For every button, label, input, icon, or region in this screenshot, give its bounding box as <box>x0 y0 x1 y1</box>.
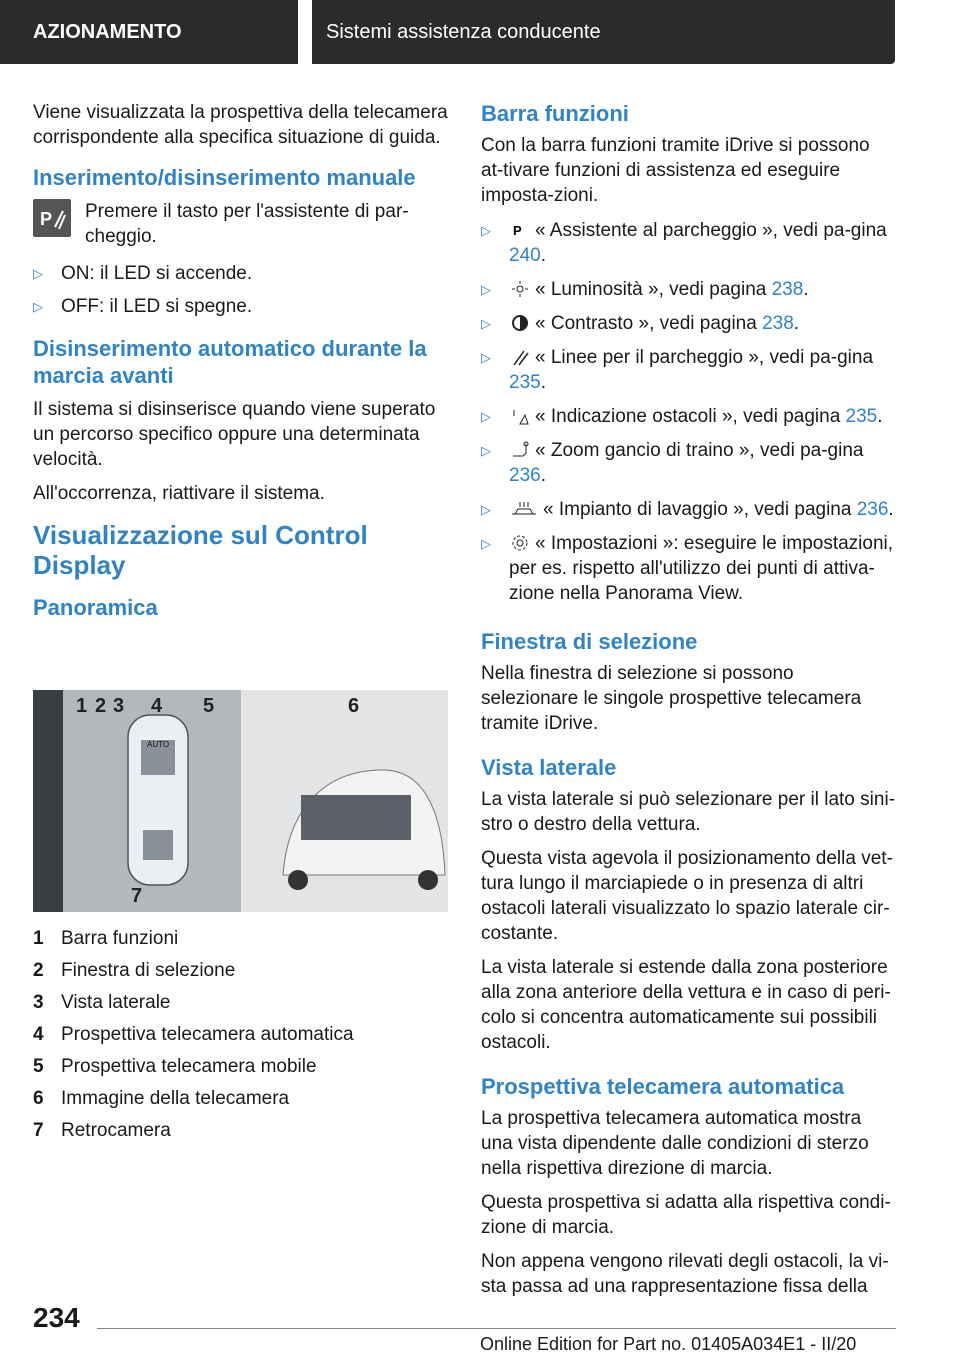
bullet-triangle-icon: ▷ <box>481 536 491 551</box>
callout-5: 5 <box>203 695 215 717</box>
callout-2: 2 <box>95 695 107 717</box>
legend-item: 4 Prospettiva telecamera automatica <box>33 1024 354 1045</box>
function-item-car-wash: ▷ « Impianto di lavaggio », vedi pagina 236. <box>481 499 894 520</box>
legend-item: 5 Prospettiva telecamera mobile <box>33 1056 317 1077</box>
contrast-icon <box>511 314 529 332</box>
intro-text: Viene visualizzata la prospettiva della telecamera corrispondente alla specifica situazione di guida. <box>33 102 448 148</box>
heading-function-bar: Barra funzioni <box>481 101 629 126</box>
manual-instruction <box>33 199 451 249</box>
callout-1: 1 <box>76 695 88 717</box>
callout-3: 3 <box>113 695 125 717</box>
heading-side-view: Vista laterale <box>481 755 617 780</box>
bullet-triangle-icon: ▷ <box>33 299 43 314</box>
heading-overview: Panoramica <box>33 595 158 620</box>
bullet-triangle-icon: ▷ <box>481 316 491 331</box>
auto-camera-text-2: Questa prospettiva si adatta alla rispettiva condi-zione di marcia. <box>481 1192 891 1238</box>
obstacle-icon <box>511 407 529 425</box>
legend-item: 7 Retrocamera <box>33 1120 171 1141</box>
bullet-triangle-icon: ▷ <box>481 350 491 365</box>
function-item-tow-hitch: ▷ « Zoom gancio di traino », vedi pa-gina 236. <box>481 440 864 486</box>
heading-manual: Inserimento/disinserimento manuale <box>33 165 416 190</box>
auto-camera-text-3: Non appena vengono rilevati degli ostacoli, la vi-sta passa ad una rappresentazione fissa della <box>481 1251 889 1297</box>
left-column <box>33 100 451 1141</box>
callout-7: 7 <box>131 885 143 907</box>
tow-hitch-icon <box>511 441 529 459</box>
side-view-text-2: Questa vista agevola il posizionamento della vet-tura lungo il marciapiede o in presenza di altri ostacoli laterali visualizzato lo spazio laterale cir-costante. <box>481 848 893 944</box>
legend-item: 3 Vista laterale <box>33 992 171 1013</box>
camera-display-figure <box>33 690 448 912</box>
bullet-on: ▷ ON: il LED si accende. <box>33 263 253 284</box>
bullet-triangle-icon: ▷ <box>481 502 491 517</box>
bullet-triangle-icon: ▷ <box>481 409 491 424</box>
callout-4: 4 <box>151 695 163 717</box>
footer-edition: Online Edition for Part no. 01405A034E1 - II/20 <box>480 1334 857 1354</box>
parking-lines-icon <box>511 348 529 366</box>
function-item-obstacles: ▷ « Indicazione ostacoli », vedi pagina 235. <box>481 406 883 427</box>
side-view-text-1: La vista laterale si può selezionare per il lato sini-stro o destro della vettura. <box>481 789 895 835</box>
function-bar-text: Con la barra funzioni tramite iDrive si possono at-tivare funzioni di assistenza ed eseguire imposta-zioni. <box>481 135 870 206</box>
manual-text: Premere il tasto per l'assistente di par-cheggio. <box>85 201 409 247</box>
function-item-parking-lines: ▷ « Linee per il parcheggio », vedi pa-gina 235. <box>481 347 874 393</box>
heading-auto-off: Disinserimento automatico durante la marcia avanti <box>33 336 427 388</box>
bullet-triangle-icon: ▷ <box>481 443 491 458</box>
auto-camera-text-1: La prospettiva telecamera automatica mostra una vista dipendente dalle condizioni di sterzo nella rispettiva direzione di marcia. <box>481 1108 869 1179</box>
auto-off-text: Il sistema si disinserisce quando viene superato un percorso specifico oppure una determinata velocità. <box>33 399 436 470</box>
function-item-brightness: ▷ « Luminosità », vedi pagina 238. <box>481 279 809 300</box>
legend-item: 1 Barra funzioni <box>33 928 179 949</box>
right-column <box>481 100 896 1308</box>
heading-selection-window: Finestra di selezione <box>481 629 698 654</box>
brightness-icon <box>511 280 529 298</box>
figure-legend <box>33 926 451 1150</box>
parking-assistant-icon <box>511 221 529 239</box>
chapter-title: Sistemi assistenza conducente <box>312 0 895 64</box>
auto-label: AUTO <box>147 740 170 749</box>
callout-6: 6 <box>348 695 360 717</box>
parking-button-icon <box>33 199 71 237</box>
function-item-parking: ▷ P « Assistente al parcheggio », vedi pa-gina 240. <box>481 220 887 266</box>
function-item-settings: ▷ « Impostazioni »: eseguire le impostazioni, per es. rispetto all'utilizzo dei punti di attiva-zione nella Panorama View. <box>481 533 894 604</box>
legend-item: 6 Immagine della telecamera <box>33 1088 290 1109</box>
bullet-off: ▷ OFF: il LED si spegne. <box>33 296 253 317</box>
section-tab: AZIONAMENTO <box>0 0 298 64</box>
svg-text:P: P <box>40 209 53 229</box>
svg-text:P: P <box>513 223 522 238</box>
bullet-triangle-icon: ▷ <box>481 282 491 297</box>
legend-item: 2 Finestra di selezione <box>33 960 236 981</box>
bullet-triangle-icon: ▷ <box>481 223 491 238</box>
bullet-triangle-icon: ▷ <box>33 266 43 281</box>
auto-off-text-2: All'occorrenza, riattivare il sistema. <box>33 483 325 504</box>
heading-control-display: Visualizzazione sul Control Display <box>33 520 368 580</box>
car-wash-icon <box>511 500 537 518</box>
page-number: 234 <box>33 1302 80 1333</box>
page-header <box>0 0 895 64</box>
side-view-text-3: La vista laterale si estende dalla zona posteriore alla zona anteriore della vettura e in caso di peri-colo si concentra automaticamente sui possibili ostacoli. <box>481 957 891 1053</box>
settings-gear-icon <box>511 534 529 552</box>
function-item-contrast: ▷ « Contrasto », vedi pagina 238. <box>481 313 800 334</box>
footer-rule <box>97 1328 896 1329</box>
heading-auto-camera: Prospettiva telecamera automatica <box>481 1074 845 1099</box>
selection-window-text: Nella finestra di selezione si possono selezionare le singole prospettive telecamera tramite iDrive. <box>481 663 862 734</box>
